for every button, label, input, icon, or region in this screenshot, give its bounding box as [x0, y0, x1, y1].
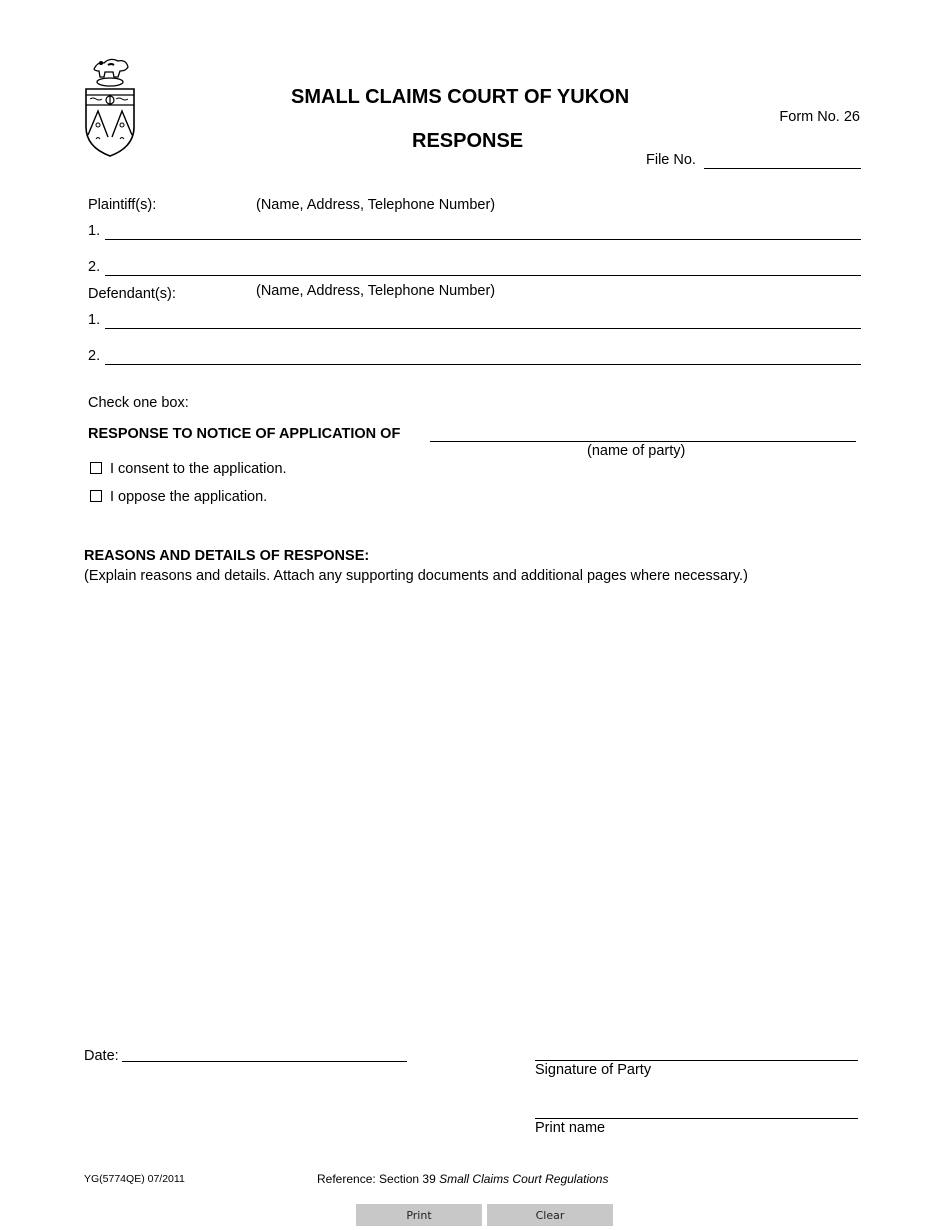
- consent-label: I consent to the application.: [110, 461, 287, 477]
- name-of-party-caption: (name of party): [587, 443, 686, 459]
- plaintiff-1-input[interactable]: [105, 220, 861, 240]
- plaintiff-2-input[interactable]: [105, 256, 861, 276]
- defendants-hint: (Name, Address, Telephone Number): [256, 283, 496, 299]
- print-name-label: Print name: [535, 1120, 606, 1136]
- print-button[interactable]: Print: [356, 1204, 482, 1226]
- reasons-heading: REASONS AND DETAILS OF RESPONSE:: [84, 548, 370, 564]
- notice-label: RESPONSE TO NOTICE OF APPLICATION OF: [88, 426, 401, 442]
- form-title: RESPONSE: [412, 130, 524, 152]
- court-title: SMALL CLAIMS COURT OF YUKON: [291, 86, 630, 108]
- form-number: Form No. 26: [779, 109, 860, 125]
- date-label: Date:: [84, 1048, 119, 1064]
- defendant-2-input[interactable]: [105, 345, 861, 365]
- reasons-textarea[interactable]: [84, 592, 865, 1026]
- plaintiff-1-number: 1.: [88, 223, 101, 239]
- reasons-instructions: (Explain reasons and details. Attach any supporting documents and additional pages where necessary.): [84, 568, 748, 584]
- print-name-input[interactable]: [535, 1099, 858, 1119]
- reference: [317, 1172, 608, 1186]
- plaintiffs-label: Plaintiff(s):: [88, 197, 157, 213]
- signature-line[interactable]: [535, 1060, 858, 1061]
- file-no-input[interactable]: [704, 149, 861, 169]
- defendant-2-number: 2.: [88, 348, 101, 364]
- signature-label: Signature of Party: [535, 1062, 652, 1078]
- defendant-1-number: 1.: [88, 312, 101, 328]
- oppose-checkbox[interactable]: [90, 490, 102, 502]
- plaintiffs-hint: (Name, Address, Telephone Number): [256, 197, 496, 213]
- check-one-label: Check one box:: [88, 395, 189, 411]
- defendants-label: Defendant(s):: [88, 286, 176, 302]
- consent-checkbox[interactable]: [90, 462, 102, 474]
- reference-prefix: Reference: Section 39: [317, 1172, 440, 1186]
- oppose-label: I oppose the application.: [110, 489, 268, 505]
- party-name-input[interactable]: [430, 422, 856, 442]
- file-no-label: File No.: [646, 152, 696, 168]
- date-input[interactable]: [122, 1042, 407, 1062]
- yukon-coat-of-arms-icon: [82, 55, 140, 159]
- defendant-1-input[interactable]: [105, 309, 861, 329]
- form-code: YG(5774QE) 07/2011: [84, 1173, 185, 1185]
- clear-button[interactable]: Clear: [487, 1204, 613, 1226]
- reference-regulation: Small Claims Court Regulations: [439, 1172, 609, 1186]
- plaintiff-2-number: 2.: [88, 259, 101, 275]
